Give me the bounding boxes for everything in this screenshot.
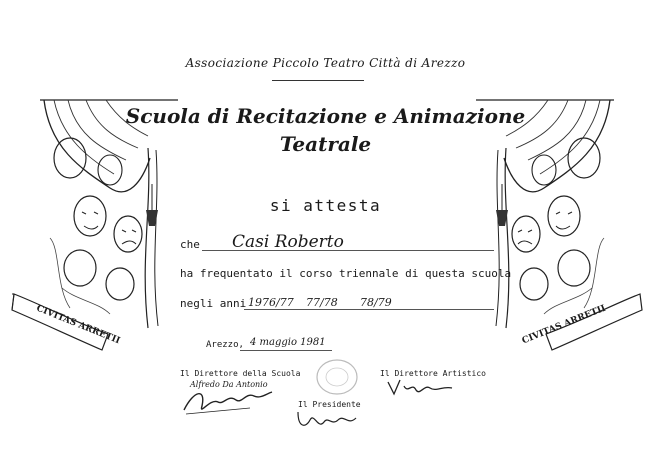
- years-label: negli anni: [180, 297, 247, 310]
- school-title-line1: Scuola di Recitazione e Animazione: [125, 104, 526, 128]
- artistic-director-title: Il Direttore Artistico: [380, 369, 486, 378]
- place-label: Arezzo,: [206, 340, 244, 350]
- student-name: Casi Roberto: [232, 232, 344, 252]
- course-statement: ha frequentato il corso triennale di questa scuola: [180, 267, 512, 280]
- president-title: Il Presidente: [298, 400, 361, 409]
- president-signature: [294, 404, 364, 434]
- year-1: 1976/77: [248, 296, 294, 309]
- year-2: 77/78: [306, 296, 338, 309]
- year-3: 78/79: [360, 296, 392, 309]
- certificate-date: 4 maggio 1981: [250, 337, 326, 348]
- right-banner-text: CIVITAS ARRETII: [520, 303, 608, 347]
- attestation-heading: si attesta: [269, 196, 382, 215]
- years-line: [244, 309, 494, 310]
- school-director-title: Il Direttore della Scuola: [180, 369, 301, 378]
- association-name: Associazione Piccolo Teatro Città di Arezzo: [185, 56, 466, 70]
- date-line: [240, 350, 332, 351]
- left-banner-text: CIVITAS ARRETII: [34, 303, 122, 347]
- artistic-director-signature: [386, 376, 456, 398]
- school-title-line2: Teatrale: [279, 132, 372, 156]
- header-divider: [272, 80, 364, 81]
- school-director-name: Alfredo Da Antonio: [190, 380, 268, 389]
- che-label: che: [180, 238, 200, 251]
- school-director-signature: [180, 384, 275, 420]
- official-stamp: [312, 356, 362, 398]
